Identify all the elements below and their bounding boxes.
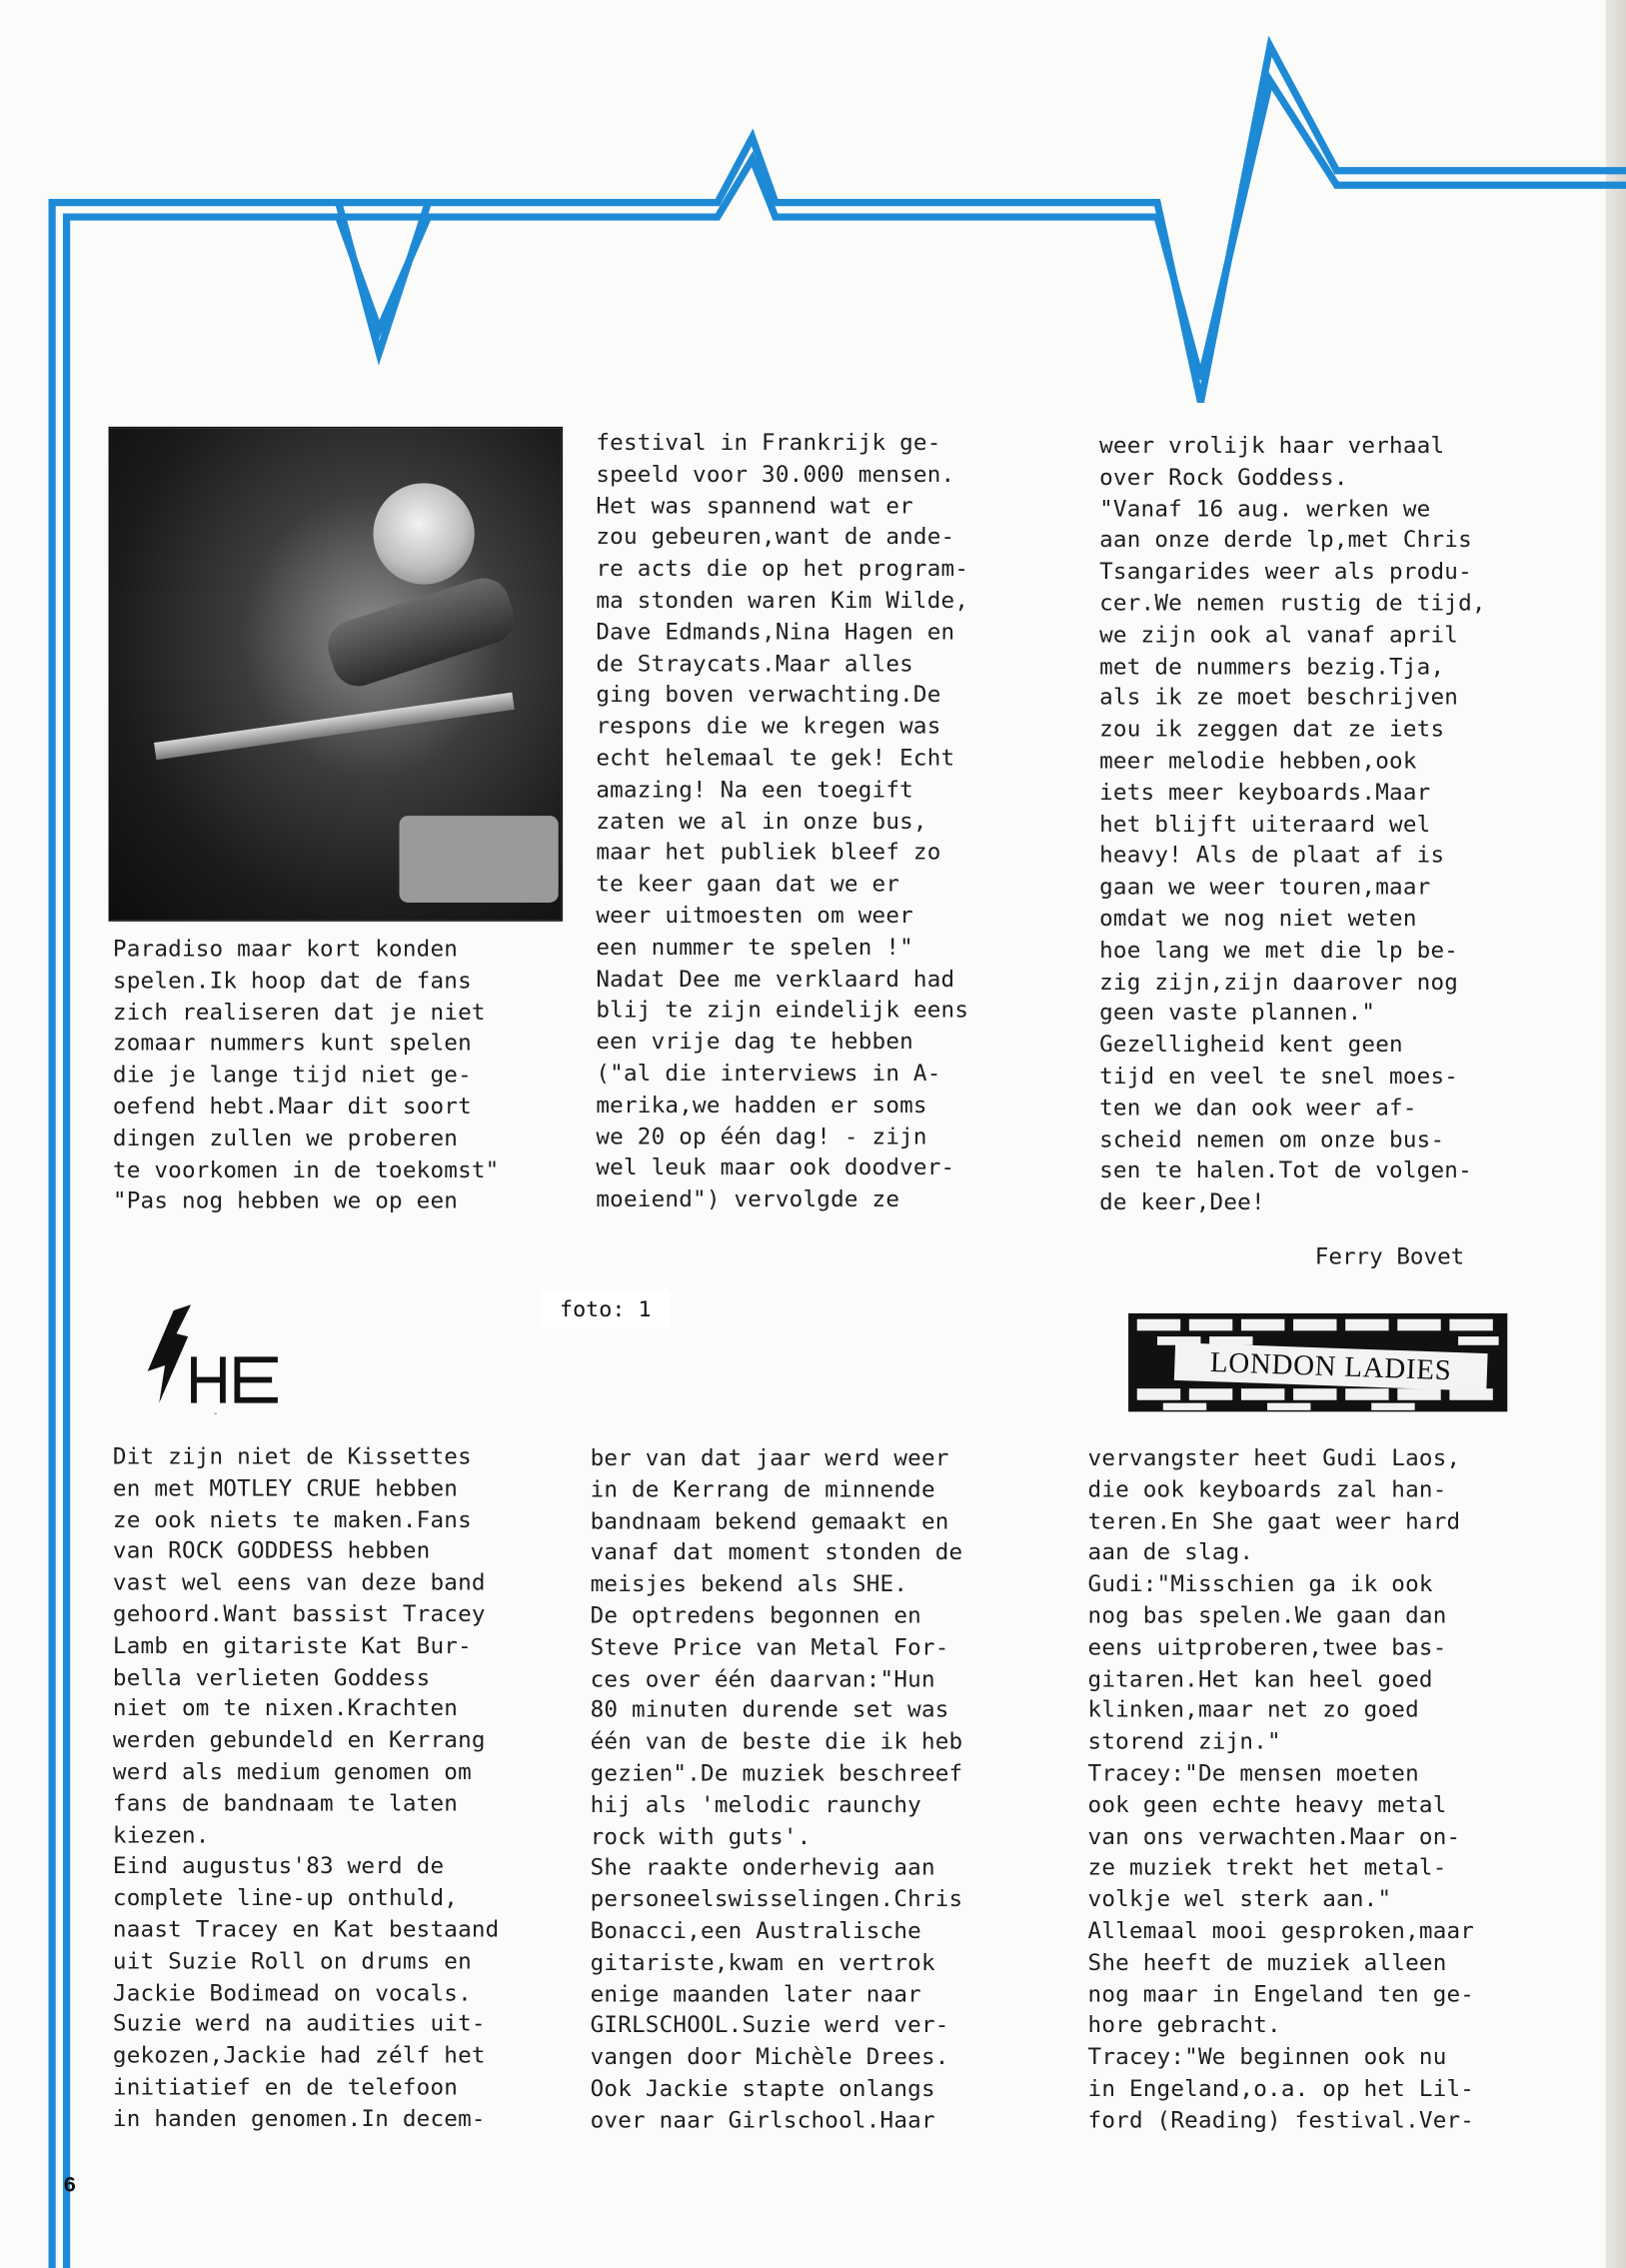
text-line: "Vanaf 16 aug. werken we bbox=[1099, 495, 1431, 522]
text-line: dingen zullen we proberen bbox=[112, 1125, 459, 1151]
text-line: nog maar in Engeland ten ge- bbox=[1087, 1980, 1475, 2007]
text-line: omdat we nog niet weten bbox=[1099, 905, 1417, 932]
text-line: het blijft uiteraard wel bbox=[1099, 811, 1431, 838]
text-line: de keer,Dee! bbox=[1099, 1188, 1265, 1215]
text-line: gaan we weer touren,maar bbox=[1099, 874, 1431, 901]
text-line: een vrije dag te hebben bbox=[596, 1029, 913, 1056]
text-line: wel leuk maar ook doodver- bbox=[596, 1154, 955, 1181]
text-line: aan de slag. bbox=[1087, 1539, 1254, 1566]
she-band-logo bbox=[133, 1301, 295, 1417]
text-line: festival in Frankrijk ge- bbox=[596, 429, 941, 456]
text-line: storend zijn." bbox=[1087, 1728, 1281, 1755]
article2-column-2 bbox=[591, 1443, 963, 2137]
text-line: we 20 op één dag! - zijn bbox=[596, 1123, 927, 1149]
text-line: Bonacci,een Australische bbox=[590, 1917, 921, 1944]
text-line: Ook Jackie stapte onlangs bbox=[590, 2075, 935, 2102]
text-line: vervangster heet Gudi Laos, bbox=[1087, 1444, 1461, 1471]
article2-column-3 bbox=[1088, 1443, 1475, 2137]
text-line: zomaar nummers kunt spelen bbox=[112, 1030, 472, 1057]
text-line: gezien".De muziek beschreef bbox=[590, 1760, 963, 1787]
text-line: Suzie werd na audities uit- bbox=[112, 2010, 486, 2037]
text-line: ma stonden waren Kim Wilde, bbox=[596, 587, 969, 614]
text-line: scheid nemen om onze bus- bbox=[1099, 1126, 1445, 1152]
article1-column-2 bbox=[596, 428, 968, 1216]
text-line: en met MOTLEY CRUE hebben bbox=[112, 1474, 459, 1501]
page-number: 6 bbox=[63, 2172, 76, 2198]
text-line: meer melodie hebben,ook bbox=[1099, 748, 1417, 775]
text-line: Eind augustus'83 werd de bbox=[112, 1853, 445, 1880]
text-line: over Rock Goddess. bbox=[1099, 464, 1348, 491]
text-line: ook geen echte heavy metal bbox=[1087, 1791, 1447, 1818]
text-line: ze muziek trekt het metal- bbox=[1087, 1854, 1447, 1881]
text-line: geen vaste plannen." bbox=[1099, 1000, 1376, 1027]
text-line: in de Kerrang de minnende bbox=[590, 1476, 935, 1503]
text-line: ford (Reading) festival.Ver- bbox=[1087, 2106, 1475, 2134]
text-line: "Pas nog hebben we op een bbox=[112, 1187, 459, 1214]
text-line: She heeft de muziek alleen bbox=[1087, 1949, 1447, 1976]
text-line: Tracey:"We beginnen ook nu bbox=[1087, 2043, 1447, 2070]
text-line: blij te zijn eindelijk eens bbox=[596, 997, 969, 1024]
text-line: in handen genomen.In decem- bbox=[112, 2105, 486, 2132]
text-line: over naar Girlschool.Haar bbox=[590, 2106, 935, 2134]
text-line: niet om te nixen.Krachten bbox=[112, 1695, 459, 1722]
text-line: zich realiseren dat je niet bbox=[112, 999, 486, 1026]
text-line: amazing! Na een toegift bbox=[596, 776, 913, 803]
text-line: sen te halen.Tot de volgen- bbox=[1099, 1157, 1472, 1184]
text-line: ces over één daarvan:"Hun bbox=[590, 1665, 935, 1692]
text-line: van ons verwachten.Maar on- bbox=[1087, 1823, 1461, 1850]
text-line: één van de beste die ik heb bbox=[590, 1728, 963, 1755]
text-line: enige maanden later naar bbox=[590, 1980, 921, 2007]
text-line: gitaren.Het kan heel goed bbox=[1087, 1665, 1433, 1692]
text-line: spelen.Ik hoop dat de fans bbox=[112, 967, 472, 994]
text-line: zig zijn,zijn daarover nog bbox=[1099, 968, 1459, 995]
text-line: als ik ze moet beschrijven bbox=[1099, 685, 1459, 712]
author-byline: Ferry Bovet bbox=[1314, 1243, 1465, 1270]
text-line: hij als 'melodic raunchy bbox=[590, 1791, 921, 1818]
text-line: ber van dat jaar werd weer bbox=[590, 1444, 949, 1471]
text-line: meisjes bekend als SHE. bbox=[590, 1570, 908, 1597]
text-line: Gezelligheid kent geen bbox=[1099, 1031, 1403, 1059]
text-line: eens uitproberen,twee bas- bbox=[1087, 1633, 1447, 1660]
text-line: zou ik zeggen dat ze iets bbox=[1099, 716, 1445, 743]
text-line: speeld voor 30.000 mensen. bbox=[596, 461, 955, 488]
london-ladies-label: LONDON LADIES bbox=[1174, 1342, 1488, 1391]
text-line: tijd en veel te snel moes- bbox=[1099, 1063, 1459, 1090]
text-line: de Straycats.Maar alles bbox=[596, 650, 913, 677]
text-line: ging boven verwachting.De bbox=[596, 682, 941, 709]
text-line: oefend hebt.Maar dit soort bbox=[112, 1093, 472, 1121]
text-line: weer uitmoesten om weer bbox=[596, 902, 913, 929]
photo-musician-head bbox=[373, 483, 474, 584]
text-line: kiezen. bbox=[112, 1821, 210, 1848]
text-line: Nadat Dee me verklaard had bbox=[596, 965, 955, 993]
text-line: weer vrolijk haar verhaal bbox=[1099, 432, 1445, 459]
text-line: ten we dan ook weer af- bbox=[1099, 1095, 1417, 1122]
text-line: Jackie Bodimead on vocals. bbox=[112, 1979, 472, 2006]
text-line: fans de bandnaam te laten bbox=[112, 1790, 459, 1817]
text-line: De optredens begonnen en bbox=[590, 1602, 921, 1629]
text-line: met de nummers bezig.Tja, bbox=[1099, 653, 1445, 680]
text-line: gehoord.Want bassist Tracey bbox=[112, 1600, 486, 1627]
text-line: zou gebeuren,want de ande- bbox=[596, 524, 955, 551]
text-line: maar het publiek bleef zo bbox=[596, 839, 941, 866]
text-line: GIRLSCHOOL.Suzie werd ver- bbox=[590, 2012, 949, 2039]
text-line: Tracey:"De mensen moeten bbox=[1087, 1760, 1419, 1787]
text-line: we zijn ook al vanaf april bbox=[1099, 621, 1459, 648]
text-line: zaten we al in onze bus, bbox=[596, 808, 927, 835]
article2-column-1 bbox=[113, 1442, 500, 2136]
text-line: naast Tracey en Kat bestaand bbox=[112, 1916, 500, 1943]
text-line: een nummer te spelen !" bbox=[596, 934, 913, 961]
text-line: She raakte onderhevig aan bbox=[590, 1854, 935, 1881]
text-line: uit Suzie Roll on drums en bbox=[112, 1947, 472, 1974]
text-line: personeelswisselingen.Chris bbox=[590, 1886, 963, 1913]
text-line: Het was spannend wat er bbox=[596, 492, 913, 519]
text-line: Dave Edmands,Nina Hagen en bbox=[596, 619, 955, 646]
photo-caption: foto: 1 bbox=[541, 1290, 670, 1328]
text-line: vanaf dat moment stonden de bbox=[590, 1539, 963, 1566]
article1-column-3 bbox=[1099, 431, 1486, 1219]
text-line: ("al die interviews in A- bbox=[596, 1060, 941, 1087]
text-line: gitariste,kwam en vertrok bbox=[590, 1949, 935, 1976]
text-line: bandnaam bekend gemaakt en bbox=[590, 1507, 949, 1534]
text-line: heavy! Als de plaat af is bbox=[1099, 842, 1445, 869]
text-line: Allemaal mooi gesproken,maar bbox=[1087, 1917, 1475, 1944]
text-line: werden gebundeld en Kerrang bbox=[112, 1727, 486, 1754]
text-line: echt helemaal te gek! Echt bbox=[596, 745, 955, 772]
text-line: Paradiso maar kort konden bbox=[112, 936, 459, 963]
text-line: nog bas spelen.We gaan dan bbox=[1087, 1602, 1447, 1629]
text-line: Dit zijn niet de Kissettes bbox=[112, 1443, 472, 1470]
text-line: iets meer keyboards.Maar bbox=[1099, 779, 1431, 806]
text-line: hore gebracht. bbox=[1087, 2012, 1281, 2039]
text-line: vangen door Michèle Drees. bbox=[590, 2043, 949, 2070]
photo-bass-guitar bbox=[154, 693, 515, 761]
text-line: Steve Price van Metal For- bbox=[590, 1633, 949, 1660]
text-line: Lamb en gitariste Kat Bur- bbox=[112, 1632, 472, 1659]
text-line: moeiend") vervolgde ze bbox=[596, 1185, 900, 1212]
text-line: aan onze derde lp,met Chris bbox=[1099, 527, 1472, 554]
text-line: volkje wel sterk aan." bbox=[1087, 1886, 1392, 1913]
text-line: ze ook niets te maken.Fans bbox=[112, 1506, 472, 1533]
text-line: respons die we kregen was bbox=[596, 713, 941, 740]
photo-amplifier bbox=[400, 816, 559, 903]
text-line: rock with guts'. bbox=[590, 1823, 812, 1850]
text-line: die ook keyboards zal han- bbox=[1087, 1476, 1447, 1503]
text-line: 80 minuten durende set was bbox=[590, 1696, 949, 1724]
text-line: bella verlieten Goddess bbox=[112, 1663, 431, 1691]
text-line: vast wel eens van deze band bbox=[112, 1569, 486, 1596]
text-line: re acts die op het program- bbox=[596, 555, 969, 582]
article1-column-1 bbox=[113, 935, 500, 1218]
text-line: van ROCK GODDESS hebben bbox=[112, 1537, 431, 1564]
text-line: te voorkomen in de toekomst" bbox=[112, 1156, 500, 1183]
text-line: in Engeland,o.a. op het Lil- bbox=[1087, 2075, 1475, 2102]
text-line: cer.We nemen rustig de tijd, bbox=[1099, 590, 1486, 617]
she-logo-text: SHE bbox=[214, 1414, 217, 1416]
text-line: teren.En She gaat weer hard bbox=[1087, 1507, 1461, 1534]
text-line: gekozen,Jackie had zélf het bbox=[112, 2042, 486, 2069]
text-line: Tsangarides weer als produ- bbox=[1099, 558, 1472, 585]
text-line: complete line-up onthuld, bbox=[112, 1884, 459, 1911]
text-line: die je lange tijd niet ge- bbox=[112, 1062, 472, 1089]
text-line: klinken,maar net zo goed bbox=[1087, 1696, 1419, 1724]
photo-musician-arm bbox=[321, 572, 521, 693]
text-line: Gudi:"Misschien ga ik ook bbox=[1087, 1570, 1433, 1597]
text-line: merika,we hadden er soms bbox=[596, 1092, 927, 1119]
text-line: hoe lang we met die lp be- bbox=[1099, 937, 1459, 964]
text-line: te keer gaan dat we er bbox=[596, 871, 900, 898]
text-line: werd als medium genomen om bbox=[112, 1758, 472, 1785]
text-line: initiatief en de telefoon bbox=[112, 2074, 459, 2101]
